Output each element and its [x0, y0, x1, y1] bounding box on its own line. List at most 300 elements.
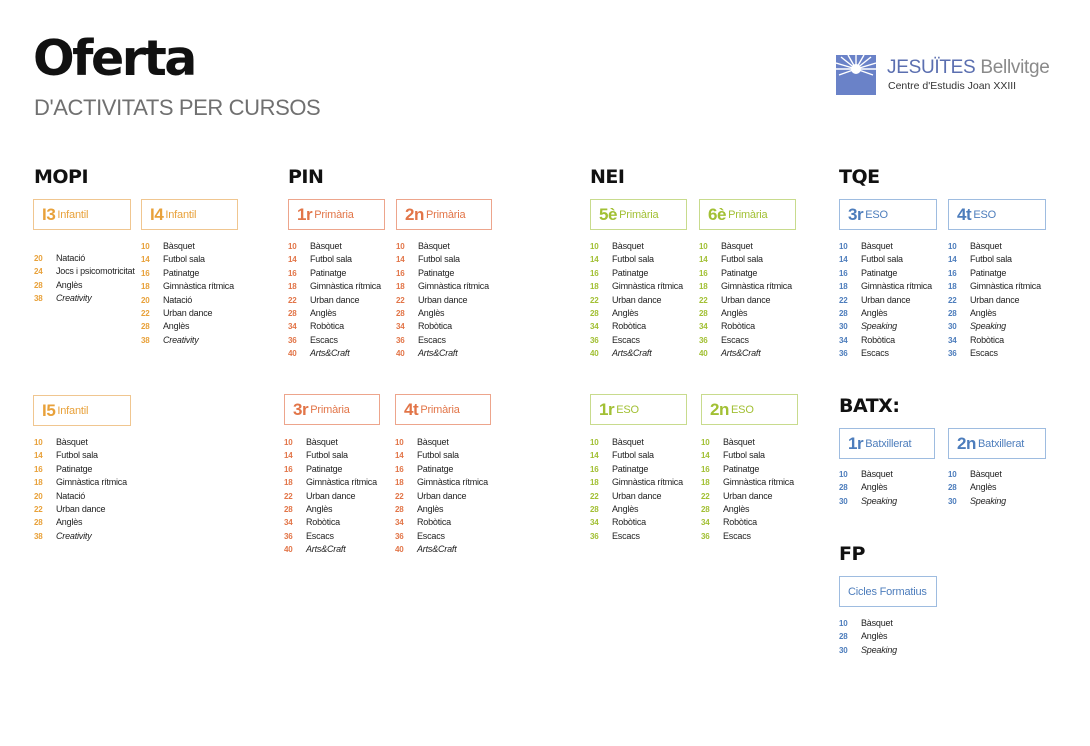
activity-name: Robòtica: [970, 334, 1004, 345]
activity-code: 22: [948, 295, 957, 305]
activity-name: Urban dance: [861, 294, 911, 305]
activity-name: Robòtica: [723, 517, 757, 528]
activity-name: Creativity: [56, 293, 92, 304]
activity-name: Urban dance: [306, 490, 356, 501]
activity-code: 28: [284, 504, 293, 514]
activity-code: 10: [590, 242, 599, 251]
activity-item: [396, 253, 489, 266]
activity-item: [948, 481, 1006, 494]
activity-name: Urban dance: [612, 294, 662, 305]
activity-name: Urban dance: [721, 294, 771, 305]
activity-code: 10: [699, 242, 708, 251]
activity-name: Arts&Craft: [310, 348, 350, 359]
activity-name: Creativity: [163, 334, 199, 345]
activity-code: 22: [288, 295, 297, 305]
activity-item: [34, 476, 127, 489]
activity-name: Patinatge: [418, 267, 455, 278]
activity-name: Futbol sala: [612, 254, 654, 265]
activity-item: [948, 253, 1041, 266]
activity-code: 16: [948, 268, 957, 278]
activity-code: 36: [284, 531, 293, 541]
activity-name: Natació: [163, 294, 193, 305]
activity-code: 28: [839, 483, 848, 493]
activity-item: [701, 436, 794, 449]
activity-name: Bàsquet: [861, 241, 893, 251]
activity-name: Anglès: [612, 503, 639, 514]
activity-code: 28: [839, 632, 848, 642]
activity-code: 28: [396, 308, 405, 318]
activity-item: [590, 294, 683, 307]
activity-code: 34: [288, 322, 297, 332]
activity-name: Robòtica: [418, 321, 452, 332]
section-title-fp: FP: [839, 543, 865, 565]
activity-code: 34: [699, 322, 708, 332]
course-number: 2n: [957, 433, 977, 453]
activity-item: [395, 476, 488, 489]
activity-code: 22: [141, 308, 150, 318]
activity-code: 16: [699, 268, 708, 278]
activity-item: [839, 644, 897, 657]
activity-item: [839, 481, 897, 494]
activity-name: Futbol sala: [721, 254, 763, 265]
activity-code: 10: [34, 438, 43, 447]
activity-name: Futbol sala: [163, 254, 205, 265]
activity-list-eso-3: [839, 240, 932, 361]
course-box-eso-3[interactable]: [839, 199, 937, 230]
activity-list-cicles-formatius: [839, 617, 897, 657]
activity-name: Patinatge: [861, 267, 898, 278]
activity-name: Anglès: [723, 503, 750, 514]
activity-item: [699, 267, 792, 280]
activity-code: 34: [839, 335, 848, 345]
activity-item: [395, 516, 488, 529]
activity-item: [839, 468, 897, 481]
course-box-batxillerat-2[interactable]: [948, 428, 1046, 459]
activity-name: Futbol sala: [56, 450, 98, 461]
activity-code: 28: [948, 308, 957, 318]
activity-name: Futbol sala: [310, 254, 352, 265]
course-level: Primària: [728, 208, 768, 221]
course-box-primaria-6[interactable]: [699, 199, 796, 230]
activity-item: [141, 253, 234, 266]
activity-code: 36: [839, 349, 848, 359]
course-box-eso-2[interactable]: [701, 394, 798, 425]
activity-code: 40: [288, 349, 297, 359]
activity-code: 22: [699, 295, 708, 305]
activity-code: 18: [288, 282, 297, 292]
course-number: 1r: [848, 433, 864, 453]
activity-item: [948, 280, 1041, 293]
activity-code: 22: [590, 491, 599, 501]
school-logo[interactable]: [836, 55, 1051, 99]
activity-name: Escacs: [310, 334, 338, 345]
activity-name: Patinatge: [417, 463, 454, 474]
course-box-i4[interactable]: [141, 199, 238, 230]
activity-code: 38: [141, 335, 150, 345]
course-box-primaria-3[interactable]: [284, 394, 380, 425]
activity-name: Futbol sala: [306, 450, 348, 461]
activity-code: 22: [396, 295, 405, 305]
course-number: 3r: [293, 399, 309, 419]
activity-item: [396, 240, 489, 253]
activity-item: [948, 320, 1041, 333]
activity-item: [839, 280, 932, 293]
activity-code: 28: [839, 308, 848, 318]
activity-code: 18: [141, 282, 150, 292]
activity-item: [288, 294, 381, 307]
course-box-cicles-formatius[interactable]: [839, 576, 937, 607]
activity-name: Anglès: [970, 482, 997, 493]
activity-item: [288, 307, 381, 320]
activity-item: [590, 267, 683, 280]
section-title-nei: NEI: [590, 166, 625, 188]
activity-item: [34, 463, 127, 476]
activity-name: Patinatge: [306, 463, 343, 474]
activity-name: Bàsquet: [721, 241, 753, 251]
activity-list-eso-1: [590, 436, 683, 543]
activity-name: Bàsquet: [970, 469, 1002, 479]
activity-code: 16: [590, 268, 599, 278]
activity-name: Gimnàstica rítmica: [612, 477, 683, 488]
activity-code: 16: [839, 268, 848, 278]
activity-item: [839, 495, 897, 508]
activity-code: 30: [948, 322, 957, 332]
activity-name: Patinatge: [723, 463, 760, 474]
activity-name: Anglès: [163, 321, 190, 332]
course-box-primaria-2[interactable]: [396, 199, 492, 230]
activity-name: Escacs: [970, 348, 998, 359]
course-box-i5[interactable]: [33, 395, 131, 426]
activity-code: 18: [284, 478, 293, 488]
page-title: Oferta: [33, 30, 195, 87]
activity-item: [34, 490, 127, 503]
activity-code: 16: [396, 268, 405, 278]
activity-item: [284, 530, 377, 543]
activity-item: [839, 320, 932, 333]
activity-code: 34: [396, 322, 405, 332]
activity-item: [141, 307, 234, 320]
course-box-primaria-4[interactable]: [395, 394, 491, 425]
activity-item: [948, 294, 1041, 307]
activity-item: [395, 543, 488, 556]
activity-item: [284, 490, 377, 503]
activity-name: Anglès: [306, 503, 333, 514]
activity-code: 22: [590, 295, 599, 305]
course-level: Infantil: [57, 208, 89, 221]
course-box-batxillerat-1[interactable]: [839, 428, 935, 459]
activity-code: 22: [284, 491, 293, 501]
activity-name: Robòtica: [306, 517, 340, 528]
activity-item: [701, 490, 794, 503]
course-number: 2n: [405, 204, 425, 224]
course-level: Primària: [420, 403, 460, 416]
activity-code: 22: [839, 295, 848, 305]
activity-code: 36: [396, 335, 405, 345]
activity-item: [396, 320, 489, 333]
activity-name: Arts&Craft: [721, 348, 761, 359]
activity-name: Anglès: [612, 307, 639, 318]
activity-name: Bàsquet: [723, 437, 755, 447]
activity-item: [288, 334, 381, 347]
activity-code: 34: [590, 322, 599, 332]
activity-item: [948, 495, 1006, 508]
activity-code: 22: [395, 491, 404, 501]
activity-code: 16: [701, 464, 710, 474]
activity-item: [141, 240, 234, 253]
activity-name: Urban dance: [612, 490, 662, 501]
activity-name: Patinatge: [970, 267, 1007, 278]
activity-name: Bàsquet: [163, 241, 195, 251]
activity-list-batxillerat-1: [839, 468, 897, 508]
activity-item: [590, 334, 683, 347]
activity-name: Bàsquet: [970, 241, 1002, 251]
activity-code: 14: [34, 451, 43, 461]
course-box-eso-1[interactable]: [590, 394, 687, 425]
activity-list-primaria-6: [699, 240, 792, 361]
course-level: Primària: [310, 403, 350, 416]
section-title-batx: BATX:: [839, 395, 900, 417]
activity-item: [141, 280, 234, 293]
activity-code: 28: [288, 308, 297, 318]
activity-name: Robòtica: [721, 321, 755, 332]
activity-name: Anglès: [418, 307, 445, 318]
activity-item: [701, 449, 794, 462]
logo-name-sub: Bellvitge: [980, 57, 1050, 78]
activity-item: [590, 490, 683, 503]
activity-item: [699, 240, 792, 253]
activity-item: [284, 463, 377, 476]
activity-code: 10: [701, 438, 710, 447]
activity-code: 36: [948, 349, 957, 359]
activity-code: 40: [284, 545, 293, 555]
activity-name: Anglès: [417, 503, 444, 514]
activity-item: [288, 280, 381, 293]
activity-item: [839, 347, 932, 360]
activity-list-primaria-4: [395, 436, 488, 557]
activity-name: Speaking: [861, 495, 897, 506]
course-number: 6è: [708, 204, 727, 224]
activity-item: [948, 267, 1041, 280]
course-box-primaria-1[interactable]: [288, 199, 385, 230]
activity-name: Patinatge: [56, 463, 93, 474]
activity-item: [590, 253, 683, 266]
activity-name: Speaking: [970, 321, 1006, 332]
activity-item: [699, 280, 792, 293]
activity-code: 16: [395, 464, 404, 474]
activity-code: 18: [590, 282, 599, 292]
activity-code: 30: [839, 322, 848, 332]
activity-item: [839, 307, 932, 320]
course-level: Primària: [619, 208, 659, 221]
course-number: 1r: [297, 204, 313, 224]
course-box-primaria-5[interactable]: [590, 199, 687, 230]
activity-list-eso-2: [701, 436, 794, 543]
activity-name: Arts&Craft: [306, 544, 346, 555]
activity-code: 18: [948, 282, 957, 292]
activity-item: [590, 320, 683, 333]
course-number: 5è: [599, 204, 618, 224]
activity-item: [284, 449, 377, 462]
activity-name: Futbol sala: [861, 254, 903, 265]
activity-list-batxillerat-2: [948, 468, 1006, 508]
activity-name: Escacs: [721, 334, 749, 345]
activity-code: 28: [948, 483, 957, 493]
activity-name: Escacs: [612, 334, 640, 345]
activity-item: [141, 334, 234, 347]
activity-code: 14: [948, 255, 957, 265]
activity-name: Jocs i psicomotricitat: [56, 266, 135, 277]
activity-code: 40: [699, 349, 708, 359]
course-level: ESO: [865, 208, 888, 221]
activity-name: Gimnàstica rítmica: [417, 477, 488, 488]
activity-item: [839, 253, 932, 266]
course-number: 1r: [599, 399, 615, 419]
activity-code: 36: [701, 531, 710, 541]
activity-code: 34: [590, 518, 599, 528]
activity-item: [590, 347, 683, 360]
course-number: I5: [42, 400, 56, 420]
activity-name: Arts&Craft: [418, 348, 458, 359]
activity-item: [395, 530, 488, 543]
activity-code: 36: [699, 335, 708, 345]
activity-code: 30: [948, 496, 957, 506]
logo-name: [887, 58, 1050, 77]
activity-list-primaria-1: [288, 240, 381, 361]
activity-code: 28: [590, 308, 599, 318]
activity-item: [284, 543, 377, 556]
activity-name: Gimnàstica rítmica: [310, 281, 381, 292]
activity-name: Urban dance: [310, 294, 360, 305]
activity-code: 10: [141, 242, 150, 251]
activity-name: Patinatge: [721, 267, 758, 278]
activity-name: Anglès: [721, 307, 748, 318]
activity-name: Futbol sala: [417, 450, 459, 461]
activity-name: Patinatge: [163, 267, 200, 278]
activity-code: 20: [34, 254, 43, 263]
activity-code: 10: [284, 438, 293, 447]
activity-name: Bàsquet: [612, 437, 644, 447]
activity-item: [699, 320, 792, 333]
activity-code: 30: [839, 645, 848, 655]
activity-name: Robòtica: [310, 321, 344, 332]
activity-name: Bàsquet: [56, 437, 88, 447]
activity-name: Anglès: [861, 631, 888, 642]
activity-name: Gimnàstica rítmica: [56, 477, 127, 488]
activity-name: Escacs: [612, 530, 640, 541]
activity-code: 18: [701, 478, 710, 488]
activity-name: Gimnàstica rítmica: [861, 281, 932, 292]
activity-item: [395, 503, 488, 516]
activity-item: [288, 267, 381, 280]
activity-item: [396, 307, 489, 320]
activity-name: Robòtica: [612, 517, 646, 528]
activity-name: Urban dance: [163, 307, 213, 318]
activity-code: 14: [395, 451, 404, 461]
activity-code: 36: [590, 335, 599, 345]
activity-item: [284, 503, 377, 516]
activity-item: [590, 449, 683, 462]
activity-code: 14: [701, 451, 710, 461]
activity-item: [34, 503, 127, 516]
activity-item: [701, 516, 794, 529]
activity-item: [839, 294, 932, 307]
course-number: I4: [150, 204, 164, 224]
activity-item: [395, 490, 488, 503]
activity-code: 14: [141, 255, 150, 265]
activity-item: [396, 347, 489, 360]
activity-code: 16: [34, 464, 43, 474]
activity-name: Bàsquet: [861, 618, 893, 628]
activity-code: 18: [590, 478, 599, 488]
activity-item: [839, 617, 897, 630]
activity-code: 10: [288, 242, 297, 251]
activity-item: [590, 307, 683, 320]
section-title-tqe: TQE: [839, 166, 880, 188]
activity-code: 28: [34, 280, 43, 290]
activity-code: 18: [34, 478, 43, 488]
activity-code: 10: [396, 242, 405, 251]
activity-code: 10: [590, 438, 599, 447]
activity-code: 10: [839, 242, 848, 251]
activity-name: Arts&Craft: [612, 348, 652, 359]
course-number: 2n: [710, 399, 730, 419]
activity-item: [34, 449, 127, 462]
activity-item: [34, 292, 135, 305]
activity-list-eso-4: [948, 240, 1041, 361]
activity-code: 16: [284, 464, 293, 474]
course-level: Infantil: [57, 404, 89, 417]
activity-list-primaria-2: [396, 240, 489, 361]
activity-code: 28: [590, 504, 599, 514]
section-title-mopi: MOPI: [34, 166, 89, 188]
activity-code: 40: [395, 545, 404, 555]
activity-code: 10: [948, 242, 957, 251]
activity-item: [701, 463, 794, 476]
activity-list-i3: [34, 252, 135, 306]
activity-item: [396, 267, 489, 280]
activity-item: [288, 347, 381, 360]
activity-code: 34: [948, 335, 957, 345]
course-box-i3[interactable]: [33, 199, 131, 230]
activity-code: 14: [396, 255, 405, 265]
activity-name: Creativity: [56, 530, 92, 541]
activity-item: [34, 516, 127, 529]
course-number: 3r: [848, 204, 864, 224]
activity-name: Patinatge: [612, 463, 649, 474]
activity-name: Natació: [56, 490, 86, 501]
activity-item: [395, 449, 488, 462]
activity-item: [284, 476, 377, 489]
activity-name: Escacs: [861, 348, 889, 359]
activity-code: 38: [34, 294, 43, 304]
activity-name: Urban dance: [970, 294, 1020, 305]
course-box-eso-4[interactable]: [948, 199, 1046, 230]
activity-item: [948, 307, 1041, 320]
activity-name: Futbol sala: [418, 254, 460, 265]
activity-name: Escacs: [723, 530, 751, 541]
activity-item: [34, 252, 135, 265]
activity-code: 40: [396, 349, 405, 359]
activity-code: 14: [590, 255, 599, 265]
activity-item: [34, 279, 135, 292]
activity-name: Bàsquet: [310, 241, 342, 251]
activity-name: Anglès: [861, 307, 888, 318]
activity-name: Anglès: [970, 307, 997, 318]
course-number: 4t: [404, 399, 419, 419]
activity-code: 34: [395, 518, 404, 528]
activity-item: [590, 516, 683, 529]
activity-code: 28: [699, 308, 708, 318]
